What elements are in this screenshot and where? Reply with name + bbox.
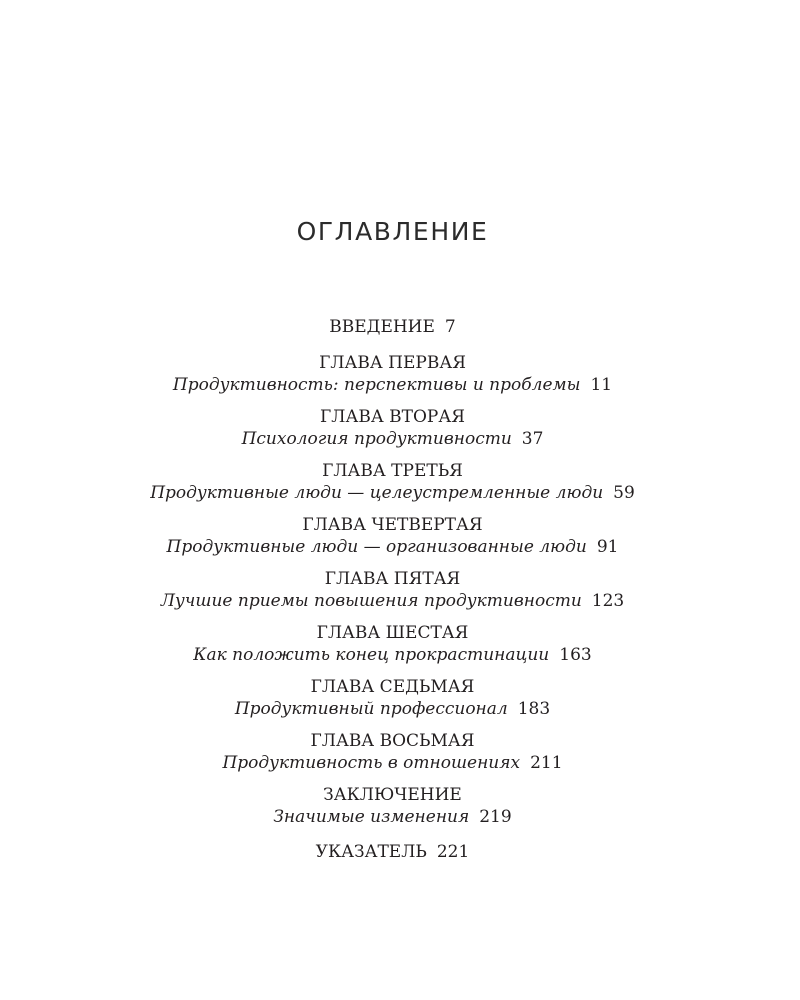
chapter-heading: ГЛАВА ВОСЬМАЯ [310, 731, 475, 751]
chapter-page: 37 [521, 429, 544, 449]
toc-chapter-2 [0, 406, 785, 450]
toc-index-label: УКАЗАТЕЛЬ [315, 842, 427, 862]
chapter-page: 183 [517, 699, 551, 719]
toc-chapter-8 [0, 730, 785, 774]
toc-intro-page: 7 [444, 317, 456, 337]
chapter-heading: ГЛАВА СЕДЬМАЯ [310, 677, 475, 697]
chapter-page: 123 [591, 591, 625, 611]
conclusion-line [0, 806, 785, 828]
chapter-title: Продуктивный профессионал [234, 699, 508, 719]
toc-intro-line [0, 316, 785, 338]
chapter-heading: ГЛАВА ВТОРАЯ [320, 407, 465, 427]
chapter-title: Продуктивность: перспективы и проблемы [172, 375, 581, 395]
conclusion-title: Значимые изменения [273, 807, 470, 827]
chapter-page: 211 [530, 753, 563, 773]
chapter-page: 11 [590, 375, 613, 395]
toc-chapter-4 [0, 514, 785, 558]
chapter-line [0, 644, 785, 666]
chapter-page: 59 [613, 483, 635, 503]
chapter-title: Продуктивные люди — организованные люди [166, 537, 587, 557]
toc-chapter-5 [0, 568, 785, 612]
chapter-heading: ГЛАВА ПЕРВАЯ [319, 353, 466, 373]
chapter-line [0, 374, 785, 396]
chapter-title: Продуктивность в отношениях [222, 753, 521, 773]
toc-chapter-6 [0, 622, 785, 666]
chapter-title: Лучшие приемы повышения продуктивности [160, 591, 582, 611]
toc-chapter-1 [0, 352, 785, 396]
chapter-title: Психология продуктивности [241, 429, 512, 449]
chapter-line [0, 698, 785, 720]
chapter-heading: ГЛАВА ШЕСТАЯ [316, 623, 469, 643]
chapter-title: Продуктивные люди — целеустремленные люди [150, 483, 604, 503]
chapter-line [0, 428, 785, 450]
chapter-line [0, 752, 785, 774]
toc-conclusion [0, 784, 785, 828]
chapter-line [0, 482, 785, 504]
toc-chapter-7 [0, 676, 785, 720]
chapter-line [0, 590, 785, 612]
toc-intro-label: ВВЕДЕНИЕ [329, 317, 435, 337]
chapter-heading: ГЛАВА ТРЕТЬЯ [322, 461, 463, 481]
toc-index-line [0, 841, 785, 863]
page-title: ОГЛАВЛЕНИЕ [296, 217, 489, 246]
chapter-heading: ГЛАВА ЧЕТВЕРТАЯ [302, 515, 483, 535]
chapter-line [0, 536, 785, 558]
chapter-heading: ГЛАВА ПЯТАЯ [324, 569, 461, 589]
toc-chapter-3 [0, 460, 785, 504]
toc-intro [0, 316, 785, 338]
chapter-page: 163 [559, 645, 592, 665]
conclusion-page: 219 [479, 807, 512, 827]
toc-index [0, 841, 785, 863]
conclusion-heading: ЗАКЛЮЧЕНИЕ [323, 785, 462, 805]
chapter-page: 91 [596, 537, 619, 557]
chapter-title: Как положить конец прокрастинации [193, 645, 550, 665]
toc-index-page: 221 [436, 842, 470, 862]
